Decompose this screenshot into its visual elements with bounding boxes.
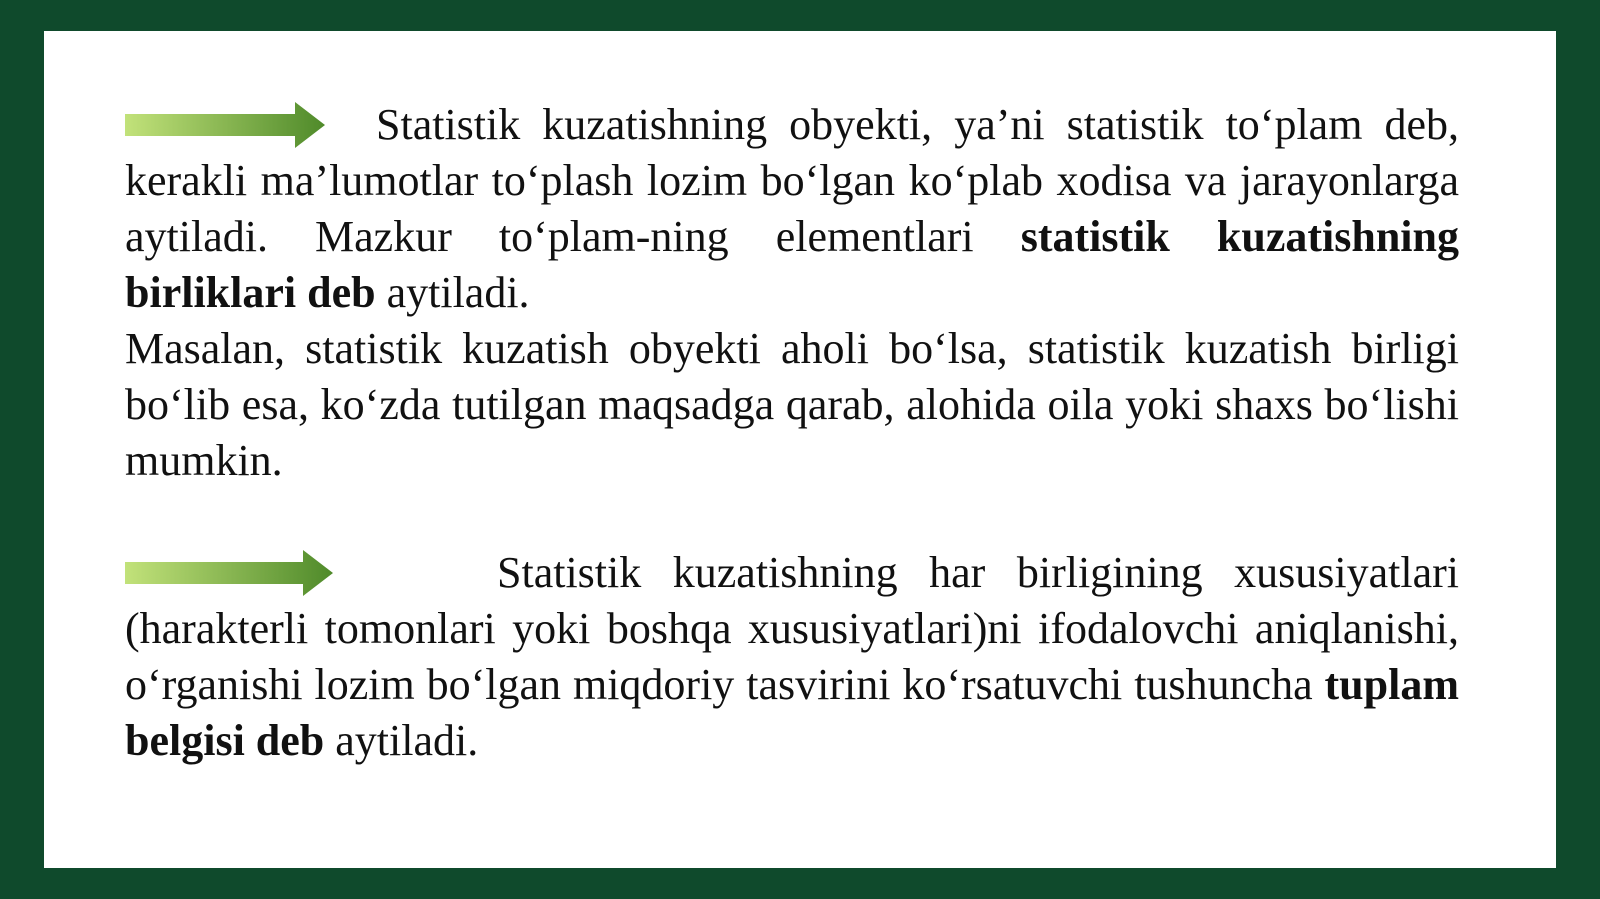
definition-term-2: tuplam belgisi deb: [125, 660, 1460, 765]
definition-paragraph-1: [125, 97, 1459, 321]
definition-text-1: Statistik kuzatishning obyekti, ya’ni statistik to‘plam deb, kerakli ma’lumotlar to‘plash lozim bo‘lgan ko‘plab xodisa va jarayonlarga aytiladi. Mazkur to‘plam-ning elementlari: [125, 100, 1459, 261]
slide-content: [125, 97, 1459, 769]
definition-tail-2: aytiladi.: [335, 716, 479, 765]
right-arrow-icon: [125, 550, 333, 596]
definition-paragraph-2: [125, 545, 1459, 769]
right-arrow-icon: [125, 102, 325, 148]
spacer: [125, 489, 1459, 545]
slide: [44, 31, 1556, 868]
definition-text-2: Statistik kuzatishning har birligining xususiyatlari (harakterli tomonlari yoki boshqa xususiyatlari)ni ifodalovchi aniqlanishi, o‘rganishi lozim bo‘lgan miqdoriy tasvirini ko‘rsatuvchi tushuncha: [125, 548, 1459, 709]
example-paragraph: Masalan, statistik kuzatish obyekti aholi bo‘lsa, statistik kuzatish birligi bo‘lib esa, ko‘zda tutilgan maqsadga qarab, alohida oila yoki shaxs bo‘lishi mumkin.: [125, 324, 1459, 485]
definition-term-1: statistik kuzatishning birliklari deb: [125, 212, 1460, 317]
definition-tail-1: aytiladi.: [386, 268, 530, 317]
